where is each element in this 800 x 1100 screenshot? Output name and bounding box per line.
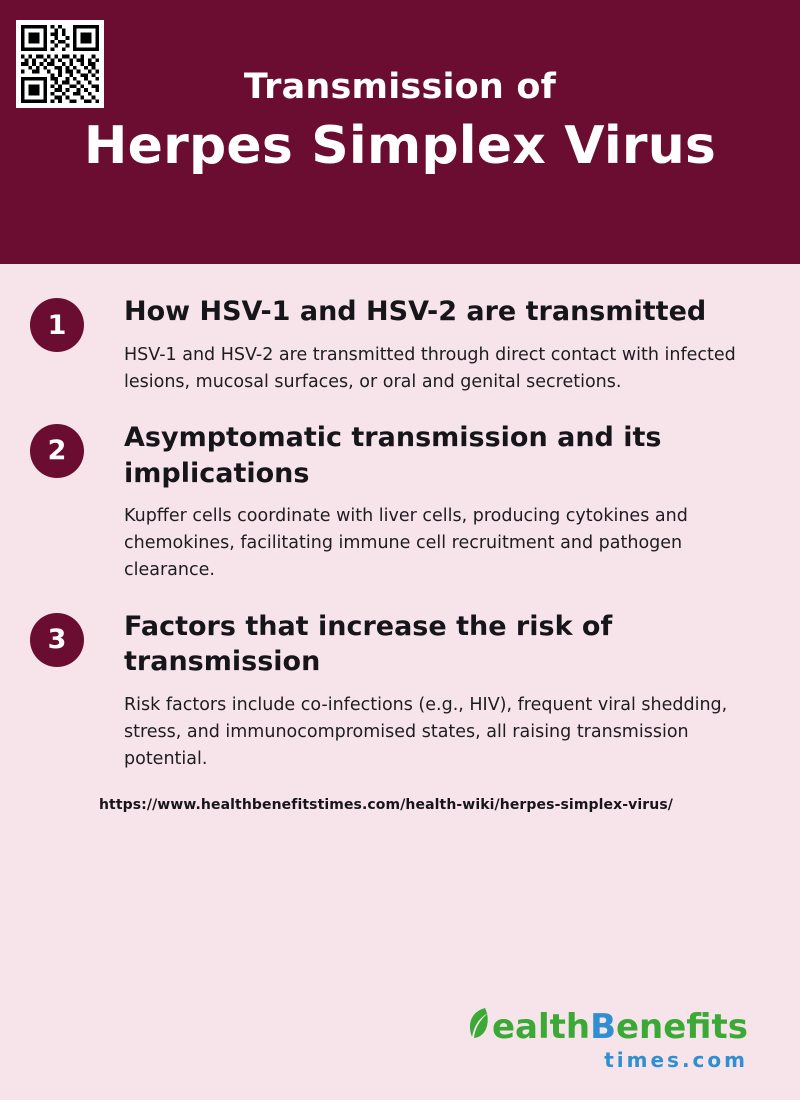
item-body: [124, 420, 744, 585]
list-item: [28, 420, 744, 585]
item-heading: Factors that increase the risk of transmission: [124, 610, 613, 678]
item-body: [124, 609, 744, 774]
logo-health-text: ealth: [491, 1007, 591, 1047]
list-item: [28, 609, 744, 774]
poster-content: [0, 264, 800, 813]
poster-title: Herpes Simplex Virus: [83, 115, 717, 176]
logo-benefits-text: enefits: [615, 1007, 748, 1047]
poster-header: [0, 0, 800, 264]
logo-domain-text: times.com: [604, 1048, 748, 1072]
brand-logo[interactable]: [465, 1006, 748, 1072]
poster-title-block: [0, 68, 800, 176]
list-item: [28, 294, 744, 396]
logo-b-letter: B: [590, 1007, 616, 1047]
item-number-badge: 3: [30, 613, 84, 667]
item-body: [124, 294, 744, 396]
item-description: Risk factors include co-infections (e.g., HIV), frequent viral shedding, stress, and immunocompromised states, all raising transmission potential.: [124, 694, 728, 769]
poster-subtitle: Transmission of: [243, 67, 557, 107]
item-heading: How HSV-1 and HSV-2 are transmitted: [124, 296, 707, 327]
logo-wordmark: [465, 1006, 748, 1046]
source-url[interactable]: https://www.healthbenefitstimes.com/health-wiki/herpes-simplex-virus/: [98, 797, 674, 814]
item-number-badge: 2: [30, 424, 84, 478]
item-description: Kupffer cells coordinate with liver cells, producing cytokines and chemokines, facilitating immune cell recruitment and pathogen clearance.: [124, 506, 688, 581]
item-number-badge: 1: [30, 298, 84, 352]
item-heading: Asymptomatic transmission and its implications: [124, 421, 662, 489]
item-description: HSV-1 and HSV-2 are transmitted through direct contact with infected lesions, mucosal surfaces, or oral and genital secretions.: [124, 344, 736, 392]
leaf-icon: [465, 1006, 491, 1046]
